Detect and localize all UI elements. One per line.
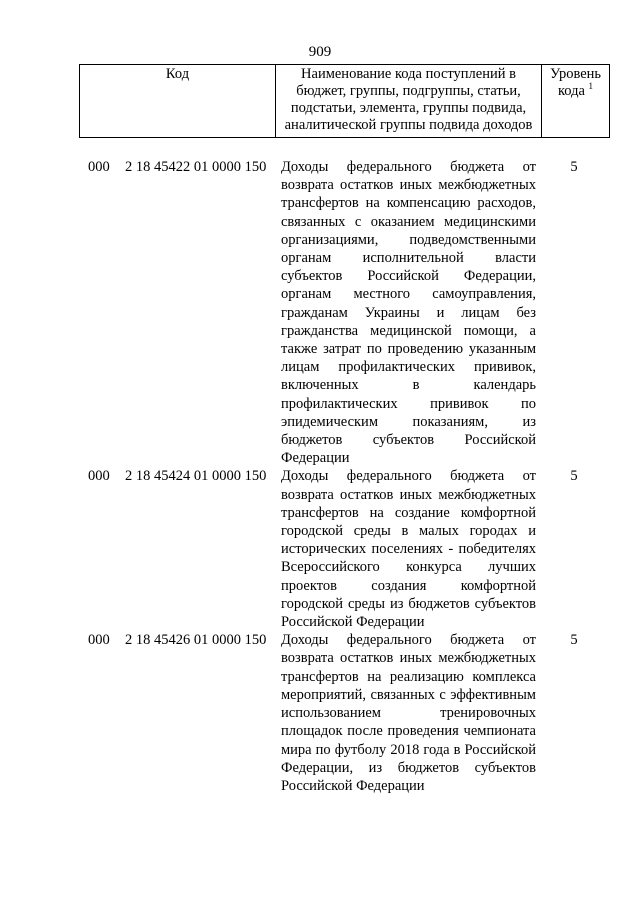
- income-code-name: Доходы федерального бюджета от возврата остатков иных межбюджетных трансфертов на создание комфортной городской среды в малых городах и исторических поселениях - победителях Всероссийского конкурса лучших проектов создания комфортной городской среды из бюджетов субъектов Российской Федерации: [281, 468, 536, 631]
- level-value: 5: [570, 159, 578, 175]
- table-row: [0, 158, 640, 467]
- header-name: Наименование кода поступлений в бюджет, группы, подгруппы, статьи, подстатьи, элемента, группы подвида, аналитической группы подвида доходов: [276, 65, 542, 138]
- header-level-label-tail: а: [578, 83, 585, 99]
- income-code-name: Доходы федерального бюджета от возврата остатков иных межбюджетных трансфертов на компенсацию расходов, связанных с оказанием медицинскими организациями, подведомственными органам исполнительной власти субъектов Российской Федерации, органам местного самоуправления, гражданам Украины и лицам без гражданства медицинской помощи, а также затрат по проведению указанным лицам профилактических прививок, включенных в календарь профилактических прививок по эпидемическим показаниям, из бюджетов субъектов Российской Федерации: [281, 159, 536, 467]
- code-prefix: 000: [88, 632, 110, 649]
- income-code: 2 18 45422 01 0000 150: [125, 159, 267, 175]
- page-number: 909: [308, 44, 332, 60]
- income-code-rows: [0, 158, 640, 795]
- header-level: [542, 65, 610, 138]
- header-level-footnote: 1: [588, 81, 594, 92]
- code-prefix: 000: [88, 468, 110, 485]
- header-level-label: Уровень код: [549, 66, 602, 99]
- level-value: 5: [570, 632, 578, 649]
- level-value: 5: [570, 468, 578, 485]
- table-header: [79, 64, 610, 138]
- income-code: 2 18 45426 01 0000 150: [125, 632, 267, 649]
- income-code: 2 18 45424 01 0000 150: [125, 468, 267, 485]
- table-row: [0, 467, 640, 631]
- table-row: [0, 631, 640, 795]
- income-code-name: Доходы федерального бюджета от возврата остатков иных межбюджетных трансфертов на реализацию комплекса мероприятий, связанных с эффективным использованием тренировочных площадок после проведения чемпионата мира по футболу 2018 года в Российской Федерации, из бюджетов субъектов Российской Федерации: [281, 632, 536, 794]
- code-prefix: 000: [88, 159, 110, 175]
- header-code: Код: [80, 65, 276, 138]
